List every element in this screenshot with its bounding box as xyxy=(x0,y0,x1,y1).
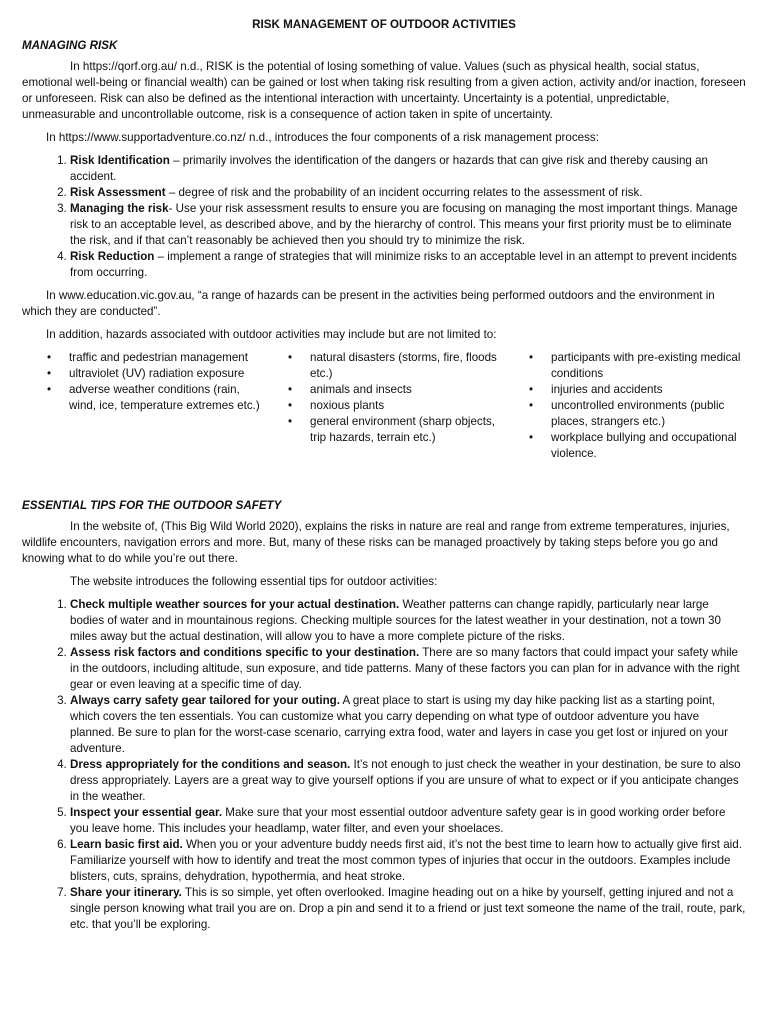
list-item-term: Managing the risk xyxy=(70,202,169,215)
list-item-term: Share your itinerary. xyxy=(70,886,182,899)
paragraph-tips-intro: The website introduces the following essential tips for outdoor activities: xyxy=(70,575,438,588)
list-item-text: When you or your adventure buddy needs first aid, it’s not the best time to learn how to actually give first aid. Familiarize yourself with how to identify and treat the most common types of injuries that occur in the outdoors. Examples include blisters, cuts, sprains, dehydration, hypothermia, and heat stroke. xyxy=(70,838,742,883)
list-item-text: There are so many factors that could impact your safety while in the outdoors, including altitude, sun exposure, and tide patterns. Many of these factors you can plan for in advance with the right gear or even leaving at a specific time of day. xyxy=(70,646,740,691)
list-item: • adverse weather conditions (rain, wind, ice, temperature extremes etc.) xyxy=(69,382,263,414)
section-heading-outdoor-safety: ESSENTIAL TIPS FOR THE OUTDOOR SAFETY xyxy=(22,499,282,512)
list-item xyxy=(70,597,746,645)
list-item: • noxious plants xyxy=(310,398,504,414)
safety-tips-list xyxy=(22,597,746,933)
list-item: • uncontrolled environments (public places, strangers etc.) xyxy=(551,398,746,430)
section-heading-managing-risk: MANAGING RISK xyxy=(22,39,118,52)
list-item-text: – degree of risk and the probability of an incident occurring relates to the assessment of risk. xyxy=(165,186,643,199)
hazards-columns xyxy=(22,350,746,462)
list-item-term: Risk Identification xyxy=(70,154,170,167)
list-item: • participants with pre-existing medical conditions xyxy=(551,350,746,382)
list-item: • natural disasters (storms, fire, floods etc.) xyxy=(310,350,504,382)
hazards-column-3 xyxy=(504,350,746,462)
list-item xyxy=(70,645,746,693)
list-item-text: A great place to start is using my day hike packing list as a starting point, which covers the ten essentials. You can customize what you carry depending on what type of outdoor adventure you have planned. Be sure to plan for the worst-case scenario, carrying extra food, water and layers in case you get lost or injured on your adventure. xyxy=(70,694,728,755)
list-item-text: – primarily involves the identification of the dangers or hazards that can give risk and thereby causing an accident. xyxy=(70,154,708,183)
list-item xyxy=(70,757,746,805)
paragraph-hazards-intro: In addition, hazards associated with outdoor activities may include but are not limited to: xyxy=(46,328,497,341)
page-title: RISK MANAGEMENT OF OUTDOOR ACTIVITIES xyxy=(252,18,516,31)
list-item-term: Always carry safety gear tailored for your outing. xyxy=(70,694,340,707)
list-item xyxy=(70,837,746,885)
list-item: • ultraviolet (UV) radiation exposure xyxy=(69,366,263,382)
list-item xyxy=(70,201,746,249)
list-item-term: Dress appropriately for the conditions and season. xyxy=(70,758,351,771)
list-item-term: Learn basic first aid. xyxy=(70,838,183,851)
list-item-text: It’s not enough to just check the weather in your destination, be sure to also dress appropriately. Layers are a great way to give yourself options if you are unsure of what to expect or if you anticipate changes in the weather. xyxy=(70,758,741,803)
list-item: • traffic and pedestrian management xyxy=(69,350,263,366)
list-item: • general environment (sharp objects, trip hazards, terrain etc.) xyxy=(310,414,504,446)
list-item xyxy=(70,185,746,201)
list-item-text: - Use your risk assessment results to ensure you are focusing on managing the most important things. Manage risk to an acceptable level, as described above, and by the hierarchy of control. This means your first priority must be to eliminate the risk, and if that can’t reasonably be achieved then you should try to minimize the risk. xyxy=(70,202,738,247)
list-item-term: Inspect your essential gear. xyxy=(70,806,223,819)
list-item xyxy=(70,249,746,281)
risk-components-list xyxy=(22,153,746,281)
list-item-text: – implement a range of strategies that will minimize risks to an acceptable level in an attempt to prevent incidents from occurring. xyxy=(70,250,737,279)
list-item xyxy=(70,805,746,837)
paragraph-big-wild-world: In the website of, (This Big Wild World 2020), explains the risks in nature are real and range from extreme temperatures, injuries, wildlife encounters, navigation errors and more. But, many of these risks can be managed proactively by taking steps before you go and knowing what to do while you’re out there. xyxy=(22,520,730,565)
list-item-term: Assess risk factors and conditions specific to your destination. xyxy=(70,646,420,659)
hazards-column-1 xyxy=(22,350,263,462)
list-item-term: Risk Assessment xyxy=(70,186,166,199)
list-item-text: This is so simple, yet often overlooked. Imagine heading out on a hike by yourself, getting injured and not a single person knowing what trail you are on. Drop a pin and send it to a friend or just text someone the name of the trail, route, park, etc. that you’ll be exploring. xyxy=(70,886,746,931)
list-item: • workplace bullying and occupational violence. xyxy=(551,430,746,462)
list-item xyxy=(70,153,746,185)
paragraph-components-intro: In https://www.supportadventure.co.nz/ n.d., introduces the four components of a risk management process: xyxy=(46,131,599,144)
list-item xyxy=(70,693,746,757)
hazards-column-2 xyxy=(263,350,504,462)
list-item-text: Make sure that your most essential outdoor adventure safety gear is in good working order before you leave home. This includes your headlamp, water filter, and even your shoelaces. xyxy=(70,806,726,835)
list-item-term: Risk Reduction xyxy=(70,250,155,263)
list-item-term: Check multiple weather sources for your actual destination. xyxy=(70,598,400,611)
list-item: • injuries and accidents xyxy=(551,382,746,398)
list-item xyxy=(70,885,746,933)
paragraph-education-quote: In www.education.vic.gov.au, “a range of hazards can be present in the activities being performed outdoors and the environment in which they are conducted”. xyxy=(22,289,715,318)
list-item-text: Weather patterns can change rapidly, particularly near large bodies of water and in mountainous regions. Checking multiple sources for the latest weather in your destination, not a town 30 miles away but the actual destination, will allow you to have a more complete picture of the risks. xyxy=(70,598,721,643)
list-item: • animals and insects xyxy=(310,382,504,398)
paragraph-risk-definition: In https://qorf.org.au/ n.d., RISK is the potential of losing something of value. Values (such as physical health, social status, emotional well-being or financial wealth) can be gained or lost when taking risk resulting from a given action, activity and/or inaction, foreseen or unforeseen. Risk can also be defined as the intentional interaction with uncertainty. Uncertainty is a potential, unpredictable, unmeasurable and uncontrollable outcome, risk is a consequence of action taken in spite of uncertainty. xyxy=(22,60,746,121)
